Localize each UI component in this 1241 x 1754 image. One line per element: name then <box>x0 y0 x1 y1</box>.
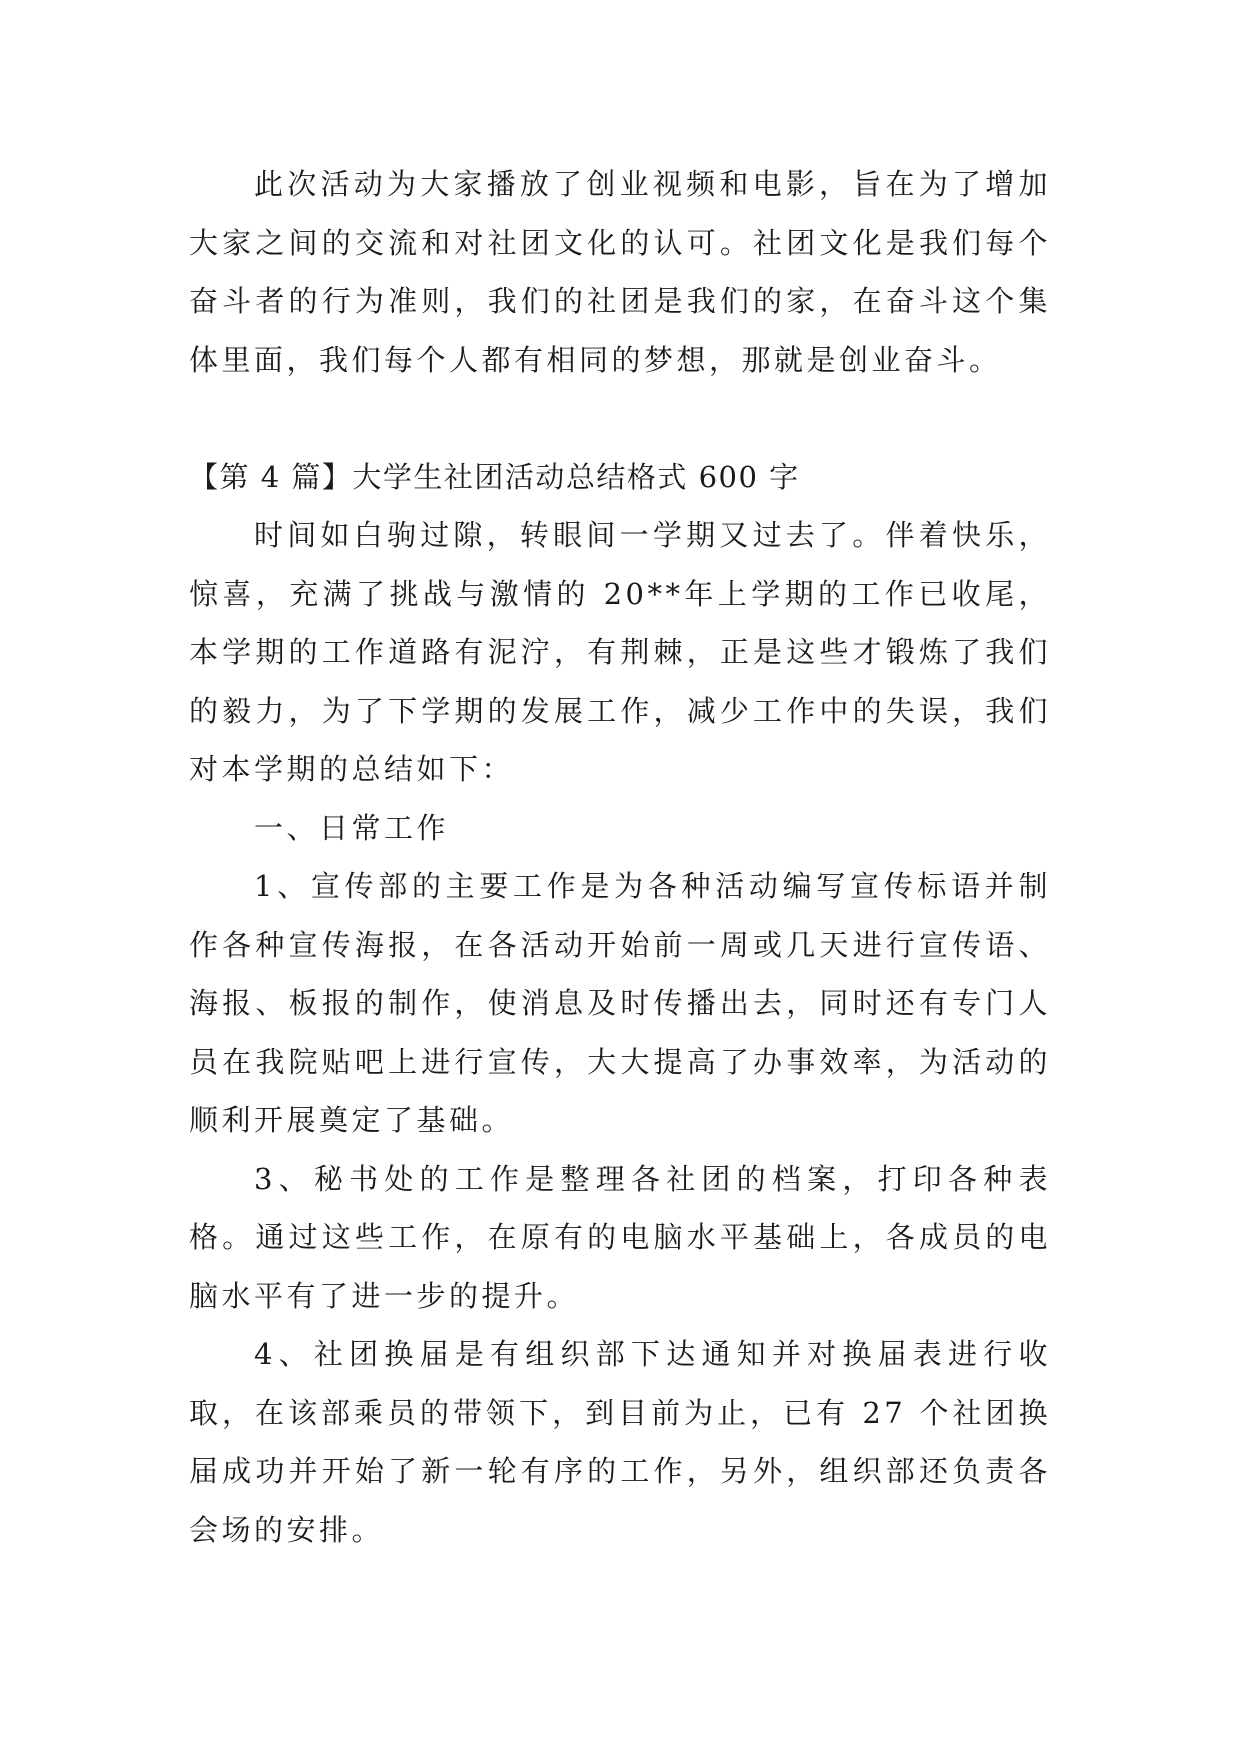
paragraph-spacer <box>189 389 1051 448</box>
body-paragraph-4: 3、秘书处的工作是整理各社团的档案，打印各种表格。通过这些工作，在原有的电脑水平基础上，各成员的电脑水平有了进一步的提升。 <box>189 1161 1051 1313</box>
body-paragraph-2: 一、日常工作 <box>254 810 450 845</box>
document-body <box>189 155 1051 1559</box>
intro-paragraph: 此次活动为大家播放了创业视频和电影，旨在为了增加大家之间的交流和对社团文化的认可。社团文化是我们每个奋斗者的行为准则，我们的社团是我们的家，在奋斗这个集体里面，我们每个人都有相同的梦想，那就是创业奋斗。 <box>189 167 1051 377</box>
section-heading: 【第 4 篇】大学生社团活动总结格式 600 字 <box>189 459 800 494</box>
body-paragraph-3: 1、宣传部的主要工作是为各种活动编写宣传标语并制作各种宣传海报，在各活动开始前一周或几天进行宣传语、海报、板报的制作，使消息及时传播出去，同时还有专门人员在我院贴吧上进行宣传，大大提高了办事效率，为活动的顺利开展奠定了基础。 <box>189 869 1051 1137</box>
body-paragraph-1: 时间如白驹过隙，转眼间一学期又过去了。伴着快乐，惊喜，充满了挑战与激情的 20**年上学期的工作已收尾，本学期的工作道路有泥泞，有荆棘，正是这些才锻炼了我们的毅力，为了下学期的发展工作，减少工作中的失误，我们对本学期的总结如下： <box>189 518 1051 786</box>
body-paragraph-5: 4、社团换届是有组织部下达通知并对换届表进行收取，在该部乘员的带领下，到目前为止，已有 27 个社团换届成功并开始了新一轮有序的工作，另外，组织部还负责各会场的安排。 <box>189 1337 1051 1547</box>
